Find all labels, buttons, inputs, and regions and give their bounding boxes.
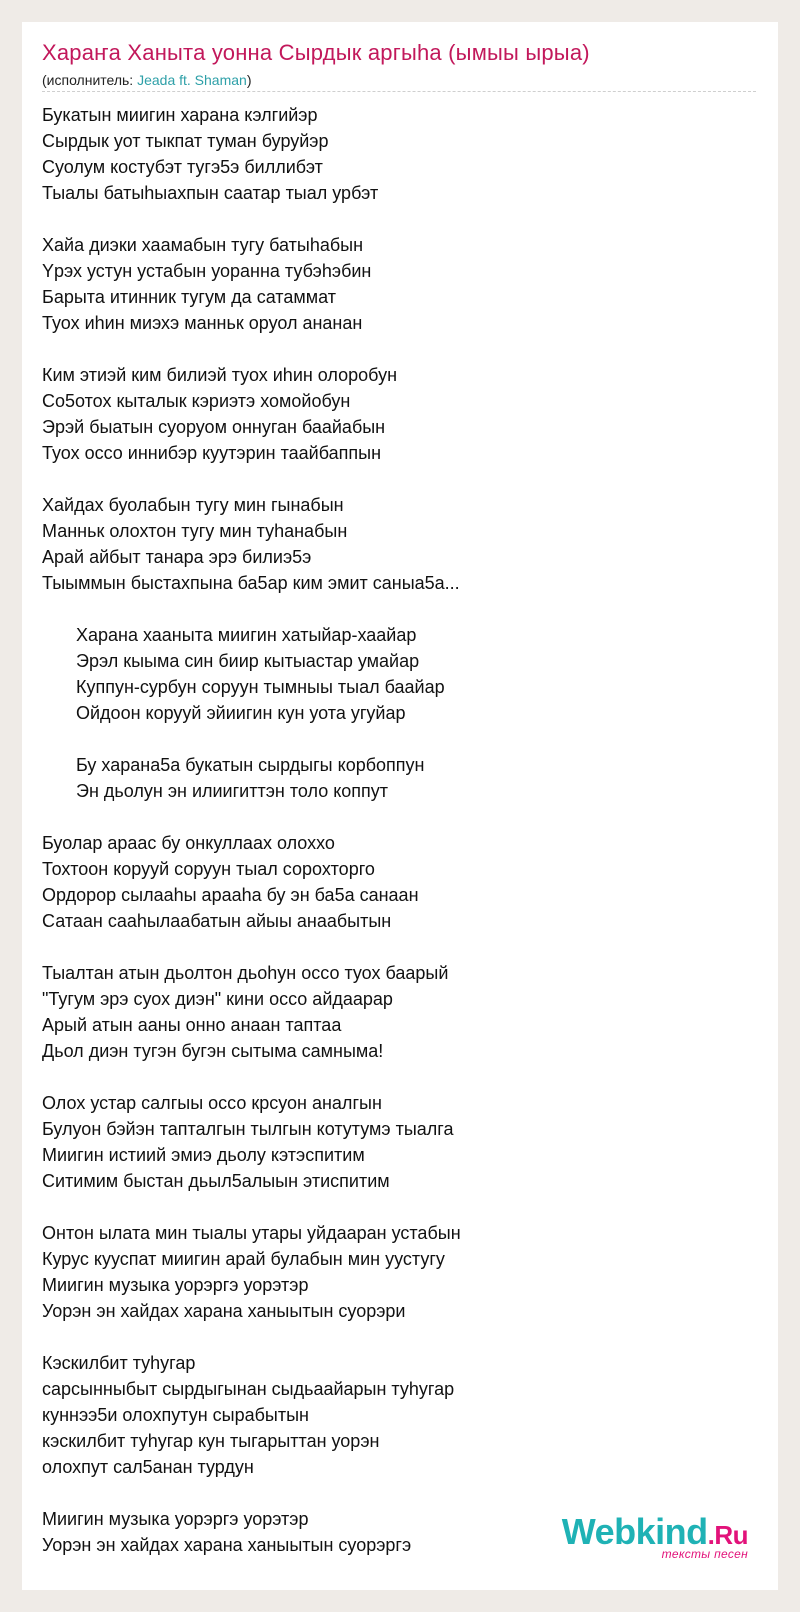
lyric-line: Туох оссо иннибэр куутэрин таайбаппын <box>42 443 382 463</box>
lyric-line: Онтон ылата мин тыалы утары уйдааран устабын <box>42 1223 461 1243</box>
lyrics-stanza <box>42 1220 756 1324</box>
lyric-line: Уорэн эн хайдах харана ханыытын суорэри <box>42 1301 406 1321</box>
title-divider <box>42 91 756 92</box>
lyric-line: Курус кууспат миигин арай булабын мин уустугу <box>42 1249 445 1269</box>
lyric-line: Дьол диэн тугэн бугэн сытыма самныма! <box>42 1041 384 1061</box>
lyrics-stanza <box>42 1090 756 1194</box>
lyric-line: кэскилбит туhугар кун тыгарыттан уорэн <box>42 1431 380 1451</box>
lyrics-stanza <box>42 1350 756 1480</box>
lyric-line: Арый атын ааны онно анаан таптаа <box>42 1015 342 1035</box>
lyric-line: Бу харана5а букатын сырдыгы корбоппун <box>76 755 425 775</box>
lyric-line: Yрэх устун устабын уоранна тубэhэбин <box>42 261 372 281</box>
lyric-line: Булуон бэйэн тапталгын тылгын котутумэ тыалга <box>42 1119 454 1139</box>
lyric-line: Ордорор сылааhы арааhа бу эн ба5а санаан <box>42 885 419 905</box>
lyric-line: Олох устар салгыы оссо крсуон аналгын <box>42 1093 382 1113</box>
lyric-line: Эрэл кыыма син биир кытыастар умайар <box>76 651 420 671</box>
lyric-line: Ким этиэй ким билиэй туох иhин олоробун <box>42 365 398 385</box>
logo-main-text: Webkind <box>561 1511 708 1552</box>
lyrics-stanza <box>42 622 756 726</box>
lyric-line: Уорэн эн хайдах харана ханыытын суорэргэ <box>42 1535 412 1555</box>
lyrics-stanza <box>42 362 756 466</box>
artist-line <box>42 72 252 88</box>
lyric-line: Со5отох кыталык кэриэтэ хомойобун <box>42 391 351 411</box>
lyric-line: Сырдык уот тыкпат туман буруйэр <box>42 131 329 151</box>
lyric-line: Хайа диэки хаамабын тугу батыhабын <box>42 235 364 255</box>
lyrics-body <box>42 102 756 1584</box>
lyrics-stanza <box>42 232 756 336</box>
lyric-line: Кэскилбит туhугар <box>42 1353 196 1373</box>
lyric-line: олохпут сал5анан турдун <box>42 1457 254 1477</box>
lyric-line: сарсынныбыт сырдыгынан сыдьаайарын туhугар <box>42 1379 455 1399</box>
lyric-line: Барыта итинник тугум да сатаммат <box>42 287 336 307</box>
lyric-line: Арай айбыт танара эрэ билиэ5э <box>42 547 312 567</box>
lyrics-stanza <box>42 492 756 596</box>
webkind-logo[interactable] <box>561 1511 748 1561</box>
lyric-line: Тыалтан атын дьолтон дьоhун оссо туох баарый <box>42 963 449 983</box>
lyric-line: Эн дьолун эн илиигиттэн толо коппут <box>76 781 389 801</box>
lyric-line: Куппун-сурбун соруун тымныы тыал баайар <box>76 677 445 697</box>
lyric-line: Тыалы батыhыахпын саатар тыал урбэт <box>42 183 379 203</box>
lyric-line: Манньк олохтон тугу мин туhанабын <box>42 521 348 541</box>
lyric-line: Туох иhин миэхэ манньк оруол ананан <box>42 313 363 333</box>
logo-subtitle: тексты песен <box>661 1547 748 1561</box>
lyrics-stanza <box>42 102 756 206</box>
lyric-line: Ойдоон корууй эйиигин кун уота угуйар <box>76 703 406 723</box>
lyric-line: Хайдах буолабын тугу мин гынабын <box>42 495 344 515</box>
content-page <box>22 22 778 1590</box>
logo-wordmark <box>561 1511 748 1552</box>
artist-prefix: (исполнитель: <box>42 72 138 88</box>
lyric-line: Тыыммын быстахпына ба5ар ким эмит саныа5а... <box>42 573 460 593</box>
lyric-line: Ситимим быстан дьыл5алыын этиспитим <box>42 1171 390 1191</box>
lyric-line: Миигин музыка уорэргэ уорэтэр <box>42 1275 309 1295</box>
lyric-line: "Тугум эрэ суох диэн" кини оссо айдаарар <box>42 989 393 1009</box>
lyrics-stanza <box>42 960 756 1064</box>
logo-tld: .Ru <box>707 1520 748 1550</box>
lyric-line: Буолар араас бу онкуллаах олоххо <box>42 833 335 853</box>
lyric-line: Сатаан сааhылаабатын айыы анаабытын <box>42 911 392 931</box>
lyric-line: Суолум костубэт тугэ5э биллибэт <box>42 157 323 177</box>
lyric-line: Букатын миигин харана кэлгийэр <box>42 105 318 125</box>
lyric-line: Харана хааныта миигин хатыйар-хаайар <box>76 625 417 645</box>
lyric-line: Миигин истиий эмиэ дьолу кэтэспитим <box>42 1145 365 1165</box>
artist-link[interactable]: Jeada ft. Shaman <box>137 72 247 88</box>
artist-suffix: ) <box>246 72 252 88</box>
lyrics-stanza <box>42 752 756 804</box>
lyric-line: Миигин музыка уорэргэ уорэтэр <box>42 1509 309 1529</box>
lyric-line: куннээ5и олохпутун сырабытын <box>42 1405 309 1425</box>
lyrics-stanza <box>42 830 756 934</box>
song-title: Хараҥа Ханыта уонна Сырдык аргыhа (ымыы ырыа) <box>42 40 590 65</box>
lyric-line: Тохтоон корууй соруун тыал сорохторго <box>42 859 375 879</box>
lyric-line: Эрэй быатын суоруом оннуган баайабын <box>42 417 386 437</box>
